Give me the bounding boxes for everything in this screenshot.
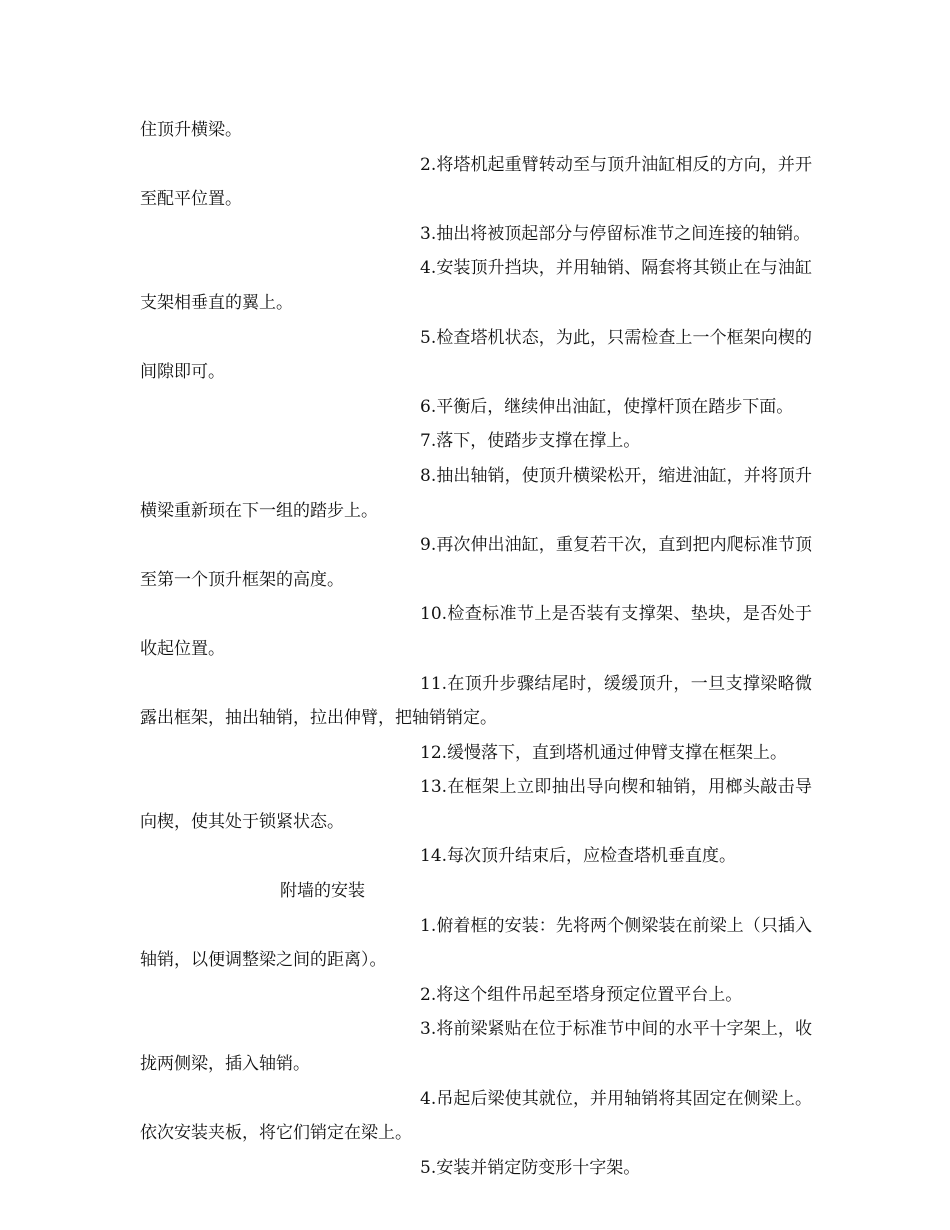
list-item-a-9 xyxy=(140,528,812,597)
list-item-a-14 xyxy=(140,839,812,874)
item-number: 7. xyxy=(420,431,437,452)
item-text: 再次伸出油缸，重复若干次，直到把内爬标准节顶至第一个顶升框架的高度。 xyxy=(140,535,812,590)
item-number: 4. xyxy=(420,258,437,279)
item-text: 缓慢落下，直到塔机通过伸臂支撑在框架上。 xyxy=(447,742,788,763)
list-item-a-11 xyxy=(140,667,812,736)
item-text: 平衡后，继续伸出油缸，使撑杆顶在踏步下面。 xyxy=(436,396,794,417)
item-number: 1. xyxy=(420,915,437,936)
item-text: 抽出轴销，使顶升横梁松开，缩进油缸，并将顶升横梁重新顼在下一组的踏步上。 xyxy=(140,465,812,521)
list-item-b-3 xyxy=(140,1012,812,1081)
item-text: 将塔机起重臂转动至与顶升油缸相反的方向，并开至配平位置。 xyxy=(140,154,812,210)
item-number: 3. xyxy=(420,1019,437,1040)
item-number: 3. xyxy=(420,223,437,244)
list-item-a-7 xyxy=(140,424,812,459)
item-number: 13. xyxy=(420,777,448,798)
list-item-a-6 xyxy=(140,390,812,425)
item-text: 俯着框的安装：先将两个侧梁装在前梁上（只插入轴销，以便调整梁之间的距离）。 xyxy=(140,915,812,971)
item-number: 6. xyxy=(420,396,437,417)
item-number: 2. xyxy=(420,984,437,1005)
item-number: 2. xyxy=(420,154,437,175)
item-text: 安装顶升挡块，并用轴销、隔套将其锁止在与油缸支架相垂直的翼上。 xyxy=(140,258,812,313)
list-item-a-3 xyxy=(140,217,812,252)
item-text: 检查标准节上是否装有支撑架、垫块，是否处于收起位置。 xyxy=(140,604,812,659)
list-item-b-5 xyxy=(140,1151,812,1186)
item-text: 检查塔机状态，为此，只需检查上一个框架向楔的间隙即可。 xyxy=(140,327,812,383)
list-item-a-4 xyxy=(140,251,812,320)
list-item-a-10 xyxy=(140,597,812,666)
item-number: 12. xyxy=(420,742,448,763)
list-item-b-2 xyxy=(140,978,812,1013)
intro-text: 住顶升横梁。 xyxy=(140,120,242,140)
list-item-b-1 xyxy=(140,909,812,978)
item-text: 将这个组件吊起至塔身预定位置平台上。 xyxy=(436,984,743,1005)
item-text: 在框架上立即抽出导向楔和轴销，用榔头敲击导向楔，使其处于锁紧状态。 xyxy=(140,777,812,832)
item-number: 10. xyxy=(420,604,448,625)
item-text: 安装并销定防变形十字架。 xyxy=(436,1157,641,1178)
item-text: 每次顶升结束后，应检查塔机垂直度。 xyxy=(447,846,737,867)
section-heading xyxy=(140,874,812,909)
intro-paragraph xyxy=(140,113,812,148)
list-item-a-13 xyxy=(140,770,812,839)
item-number: 5. xyxy=(420,327,437,348)
document-body xyxy=(140,113,812,1185)
item-number: 4. xyxy=(420,1088,437,1109)
list-item-a-12 xyxy=(140,736,812,771)
list-item-a-5 xyxy=(140,321,812,390)
item-text: 抽出将被顶起部分与停留标准节之间连接的轴销。 xyxy=(436,223,811,244)
list-item-a-8 xyxy=(140,459,812,528)
list-item-b-4 xyxy=(140,1082,812,1151)
item-number: 11. xyxy=(420,673,448,694)
item-text: 吊起后梁使其就位，并用轴销将其固定在侧梁上。依次安装夹板，将它们销定在梁上。 xyxy=(140,1088,812,1144)
item-number: 8. xyxy=(420,465,437,486)
list-item-a-2 xyxy=(140,148,812,217)
item-number: 9. xyxy=(420,535,437,556)
item-text: 将前梁紧贴在位于标准节中间的水平十字架上，收拢两侧梁，插入轴销。 xyxy=(140,1019,812,1075)
section-heading-text: 附墙的安装 xyxy=(280,881,365,902)
item-text: 在顶升步骤结尾时，缓缓顶升，一旦支撑梁略微露出框架，抽出轴销，拉出伸臂，把轴销销定。 xyxy=(140,673,812,729)
item-text: 落下，使踏步支撑在撑上。 xyxy=(436,431,641,452)
item-number: 5. xyxy=(420,1157,437,1178)
item-number: 14. xyxy=(420,846,448,867)
